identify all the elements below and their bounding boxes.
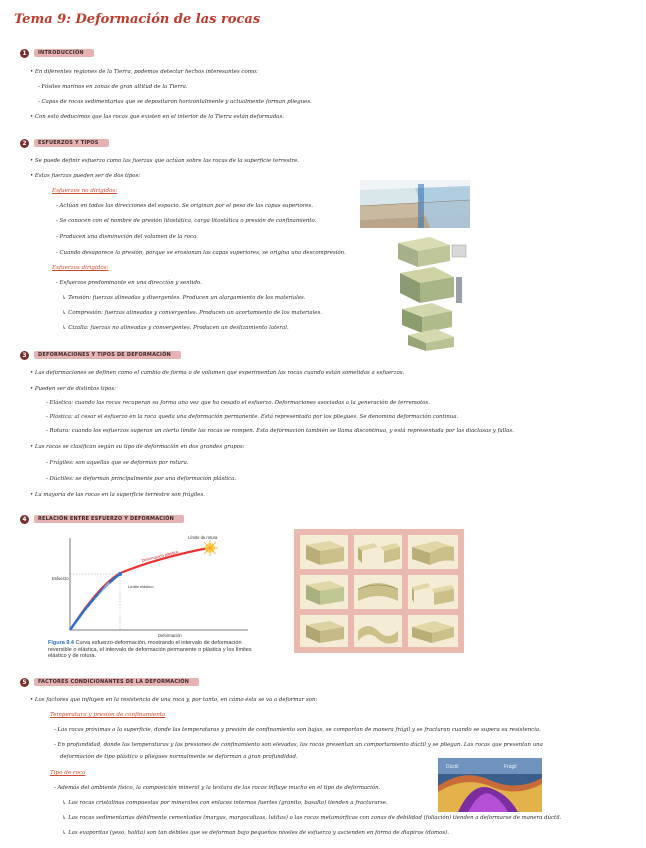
s2-line-10: ↳ Cizalla: fuerzas no alineadas y convergentes. Producen un deslizamiento lateral.: [62, 325, 289, 331]
s3-line-7: - Frágiles: son aquellas que se deforman por rotura.: [46, 460, 189, 466]
section-number-2: 2: [20, 139, 29, 148]
s2-line-7: - Esfuerzos predominante en una dirección y sentido.: [56, 280, 202, 286]
caption-text: Curva esfuerzo-deformación, mostrando el intervalo de deformación reversible o elástica, el intervalo de deformación permanente o plástica y los límites elástico y de rotura.: [48, 640, 252, 659]
s1-line-2: - Fósiles marinos en zonas de gran altitud de la Tierra.: [38, 84, 188, 90]
s3-line-4: - Plástica: al cesar el esfuerzo en la roca queda una deformación permanente. Está representada por los pliegues. Se denomina deformación continua.: [46, 414, 459, 420]
fold-diagram-svg: [438, 758, 542, 812]
directed-stress-diagram: [390, 233, 478, 353]
chart-caption: [48, 640, 264, 660]
s2-line-1: • Se puede definir esfuerzo como las fuerzas que actúan sobre las rocas de la superficie terrestre.: [30, 158, 300, 164]
s1-line-1: • En diferentes regiones de la Tierra, podemos detectar hechos interesantes como:: [30, 69, 258, 75]
s5-line-1: • Los factores que influyen en la resistencia de una roca y, por tanto, en cómo ésta se va a deformar son:: [30, 697, 318, 703]
section-header-3: [20, 350, 181, 360]
section-label-4: RELACIÓN ENTRE ESFUERZO Y DEFORMACIÓN: [34, 515, 184, 523]
section-number-3: 3: [20, 351, 29, 360]
section-header-4: [20, 514, 184, 524]
s3-line-6: • Las rocas se clasifican según su tipo de deformación en dos grandes grupos:: [30, 444, 245, 450]
section-label-2: ESFUERZOS Y TIPOS: [34, 139, 109, 147]
section-header-5: [20, 677, 199, 687]
fold-label-brittle: Frágil: [504, 764, 517, 770]
s2-line-3: - Actúan en todas las direcciones del espacio. Se originan por el peso de las capas superiores.: [56, 203, 313, 209]
s2-line-9: ↳ Compresión: fuerzas alineadas y convergentes. Producen un acortamiento de los materiales.: [62, 310, 322, 316]
page-title: Tema 9: Deformación de las rocas: [14, 12, 261, 27]
rupture-burst-icon: [202, 540, 218, 556]
s3-line-8: - Dúctiles: se deforman principalmente por una deformación plástica.: [46, 476, 237, 482]
s3-line-5: - Rotura: cuando los esfuerzos superan un cierto límite las rocas se rompen. Esta deformación también se llama discontinua, y está representada por las diaclasas y fallas.: [46, 428, 514, 434]
s3-line-3: - Elástica: cuando las rocas recuperan su forma una vez que ha cesado el esfuerzo. Deformaciones asociadas a la generación de terremotos.: [46, 400, 431, 406]
s5-line-2: - Las rocas próximas a la superficie, donde las temperaturas y presión de confinamiento son bajas, se comportan de manera frágil y se fracturan cuando se supera su resistencia.: [54, 727, 541, 733]
section-label-3: DEFORMACIONES Y TIPOS DE DEFORMACIÓN: [34, 351, 181, 359]
section-header-1: [20, 48, 94, 58]
section-number-5: 5: [20, 678, 29, 687]
section-label-5: FACTORES CONDICIONANTES DE LA DEFORMACIÓN: [34, 678, 199, 686]
directed-stress-svg: [390, 233, 478, 353]
s5-line-3: - En profundidad, donde las temperaturas y las presiones de confinamiento son elevadas, las rocas presentan un comportamiento dúctil y se pliegan. Las rocas que presentan una: [54, 742, 543, 748]
section-header-2: [20, 138, 109, 148]
s5-subheading-1: Temperatura y presión de confinamiento: [50, 712, 166, 718]
stress-deformation-figure: [48, 530, 264, 660]
label-reversible: Deformación reversible: [83, 581, 111, 615]
section-number-4: 4: [20, 515, 29, 524]
label-elastic-limit: Límite elástico: [128, 584, 154, 589]
label-plastic: Deformación plástica: [141, 549, 179, 563]
s2-subheading-1: Esfuerzos no dirigidos:: [52, 188, 118, 194]
s3-line-2: • Pueden ser de distintos tipos:: [30, 386, 116, 392]
s2-line-4: - Se conocen con el nombre de presión litostática, carga litostática o presión de confinamiento.: [56, 218, 317, 224]
label-x-axis: Deformación: [158, 633, 182, 638]
fold-diagram: [438, 758, 542, 812]
section-label-1: INTRODUCCIÓN: [34, 49, 94, 57]
s1-line-4: • Con esto deducimos que las rocas que existen en el interior de la Tierra están deformadas.: [30, 114, 284, 120]
label-y-axis: Esfuerzo: [52, 576, 69, 581]
s2-subheading-2: Esfuerzos dirigidos:: [52, 265, 109, 271]
s5-subheading-2: Tipo de roca: [50, 770, 86, 776]
confining-pressure-diagram: [360, 180, 470, 228]
deformation-blocks-svg: [294, 529, 464, 653]
s2-line-8: ↳ Tensión: fuerzas alineadas y divergentes. Producen un alargamiento de los materiales.: [62, 295, 306, 301]
section-number-1: 1: [20, 49, 29, 58]
s5-line-7: ↳ Las evaporitas (yeso, halita) son tan débiles que se deforman bajo pequeños niveles de esfuerzo y ascienden en forma de diapiros (domos).: [62, 830, 449, 836]
deformation-blocks-figure: [294, 529, 464, 653]
label-rupture-limit: Límite de rotura: [188, 535, 218, 540]
s2-line-6: - Cuando desaparece la presión, porque se erosionan las capas superiores, se origina una descompresión.: [56, 250, 346, 256]
s5-line-6: ↳ Las rocas sedimentarias débilmente cementadas (margas, margocalizas, lutitas) o las rocas metamórficas con zonas de debilidad (foliación) tienden a deformarse de manera dúctil.: [62, 815, 562, 821]
confining-pressure-svg: [360, 180, 470, 228]
s5-line-4: - Además del ambiente físico, la composición mineral y la textura de las rocas influye mucho en el tipo de deformación.: [54, 785, 381, 791]
s3-line-9: • La mayoría de las rocas en la superficie terrestre son frágiles.: [30, 492, 205, 498]
s1-line-3: - Capas de rocas sedimentarias que se depositaron horizontalmente y actualmente forman pliegues.: [38, 99, 312, 105]
s5-line-5: ↳ Las rocas cristalinas compuestas por minerales con enlaces internos fuertes (granito, basalto) tienden a fracturarse.: [62, 800, 388, 806]
fold-label-ductile: Dúctil: [446, 764, 459, 770]
s3-line-1: • Las deformaciones se definen como el cambio de forma o de volumen que experimentan las rocas cuando están sometidas a esfuerzos.: [30, 370, 405, 376]
s5-line-3b: deformación de tipo plástico o pliegues normalmente se deforman a gran profundidad.: [60, 754, 298, 760]
s2-line-5: - Producen una disminución del volumen de la roca.: [56, 234, 198, 240]
s2-line-2: • Estas fuerzas pueden ser de dos tipos:: [30, 173, 141, 179]
caption-figure-label: Figura 9.4: [48, 640, 74, 646]
stress-deformation-chart: [48, 530, 264, 640]
